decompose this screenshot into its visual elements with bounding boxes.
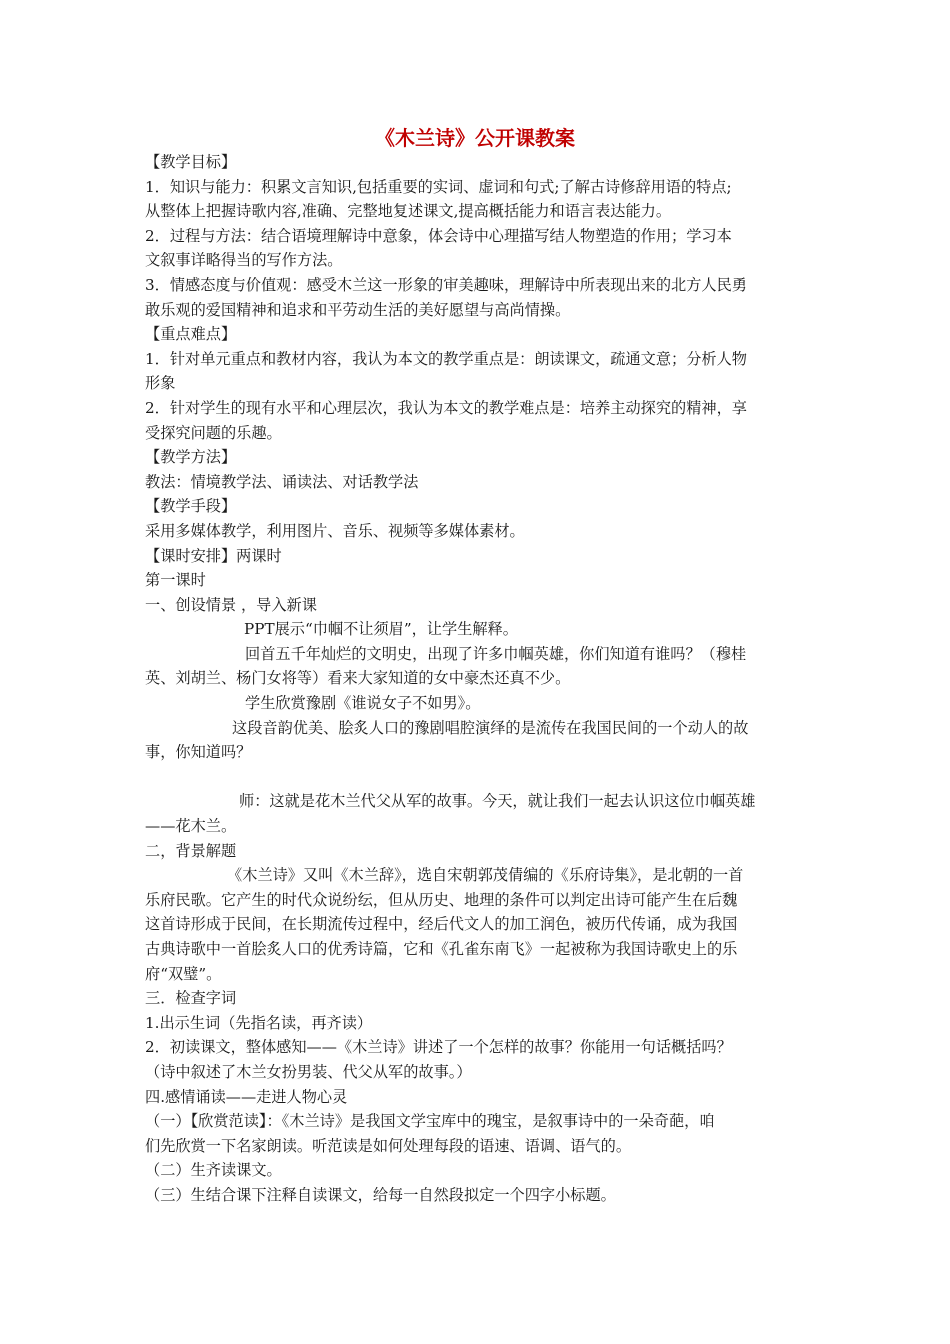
section-heading-methods: 【教学方法】 xyxy=(145,448,237,467)
paragraph-line: 3．情感态度与价值观：感受木兰这一形象的审美趣味，理解诗中所表现出来的北方人民勇 xyxy=(145,275,747,294)
paragraph-line: 敢乐观的爱国精神和追求和平劳动生活的美好愿望与高尚情操。 xyxy=(145,300,571,319)
paragraph-line: 文叙事详略得当的写作方法。 xyxy=(145,251,343,270)
paragraph-line: 府“双璧”。 xyxy=(145,964,222,983)
section-heading-objectives: 【教学目标】 xyxy=(145,153,237,171)
paragraph-line: 事，你知道吗？ xyxy=(145,743,252,762)
section-heading-key-points: 【重点难点】 xyxy=(145,325,237,344)
subsection-heading: 二，背景解题 xyxy=(145,841,237,860)
paragraph-line: 师：这就是花木兰代父从军的故事。今天，就让我们一起去认识这位巾帼英雄 xyxy=(239,792,756,811)
section-heading-schedule: 【课时安排】两课时 xyxy=(145,546,282,565)
paragraph-line: ——花木兰。 xyxy=(145,817,237,836)
paragraph-line: 教法：情境教学法、诵读法、对话教学法 xyxy=(145,472,419,491)
subsection-heading: 四.感情诵读——走进人物心灵 xyxy=(145,1087,348,1106)
paragraph-line: （二）生齐读课文。 xyxy=(145,1161,282,1180)
paragraph-line: 回首五千年灿烂的文明史，出现了许多巾帼英雄，你们知道有谁吗？（穆桂 xyxy=(245,644,747,663)
paragraph-line: 这首诗形成于民间，在长期流传过程中，经后代文人的加工润色，被历代传诵，成为我国 xyxy=(145,915,738,934)
paragraph-line: 学生欣赏豫剧《谁说女子不如男》。 xyxy=(245,694,481,713)
paragraph-line: 乐府民歌。它产生的时代众说纷纭，但从历史、地理的条件可以判定出诗可能产生在后魏 xyxy=(145,890,738,909)
blank-line xyxy=(145,765,809,790)
section-heading-means: 【教学手段】 xyxy=(145,497,237,516)
paragraph-line: （一）【欣赏范读】：《木兰诗》是我国文学宝库中的瑰宝，是叙事诗中的一朵奇葩，咱 xyxy=(145,1112,715,1131)
paragraph-line: 1．知识与能力：积累文言知识,包括重要的实词、虚词和句式;了解古诗修辞用语的特点; xyxy=(145,177,732,196)
paragraph-line: 们先欣赏一下名家朗读。听范读是如何处理每段的语速、语调、语气的。 xyxy=(145,1136,631,1155)
paragraph-line: 从整体上把握诗歌内容,准确、完整地复述课文,提高概括能力和语言表达能力。 xyxy=(145,202,672,221)
lesson-heading: 第一课时 xyxy=(145,571,206,590)
paragraph-line: 《木兰诗》又叫《木兰辞》，选自宋朝郭茂倩编的《乐府诗集》，是北朝的一首 xyxy=(227,866,744,885)
paragraph-line: 2．过程与方法：结合语境理解诗中意象，体会诗中心理描写结人物塑造的作用；学习本 xyxy=(145,226,732,245)
paragraph-line: 1．针对单元重点和教材内容，我认为本文的教学重点是：朗读课文，疏通文意；分析人物 xyxy=(145,349,747,368)
paragraph-line: 古典诗歌中一首脍炙人口的优秀诗篇，它和《孔雀东南飞》一起被称为我国诗歌史上的乐 xyxy=(145,940,738,958)
paragraph-line: 受探究问题的乐趣。 xyxy=(145,423,282,442)
paragraph-line: 形象 xyxy=(145,374,176,393)
subsection-heading: 一、创设情景 ，导入新课 xyxy=(145,595,317,614)
document-title: 《木兰诗》公开课教案 xyxy=(375,126,575,150)
document-body xyxy=(145,150,809,1208)
paragraph-line: 英、刘胡兰、杨门女将等）看来大家知道的女中豪杰还真不少。 xyxy=(145,669,571,688)
paragraph-line: 1.出示生词（先指名读，再齐读） xyxy=(145,1013,373,1032)
paragraph-line: 2．针对学生的现有水平和心理层次，我认为本文的教学难点是：培养主动探究的精神，享 xyxy=(145,398,747,417)
paragraph-line: 这段音韵优美、脍炙人口的豫剧唱腔演绎的是流传在我国民间的一个动人的故 xyxy=(232,718,749,737)
paragraph-line: （诗中叙述了木兰女扮男装、代父从军的故事。） xyxy=(145,1062,472,1081)
paragraph-line: （三）生结合课下注释自读课文，给每一自然段拟定一个四字小标题。 xyxy=(145,1185,616,1204)
subsection-heading: 三．检查字词 xyxy=(145,989,237,1008)
paragraph-line: 2．初读课文，整体感知——《木兰诗》讲述了一个怎样的故事？你能用一句话概括吗？ xyxy=(145,1038,732,1057)
paragraph-line: 采用多媒体教学，利用图片、音乐、视频等多媒体素材。 xyxy=(145,521,525,540)
paragraph-line: PPT展示“巾帼不让须眉”，让学生解释。 xyxy=(244,620,518,639)
